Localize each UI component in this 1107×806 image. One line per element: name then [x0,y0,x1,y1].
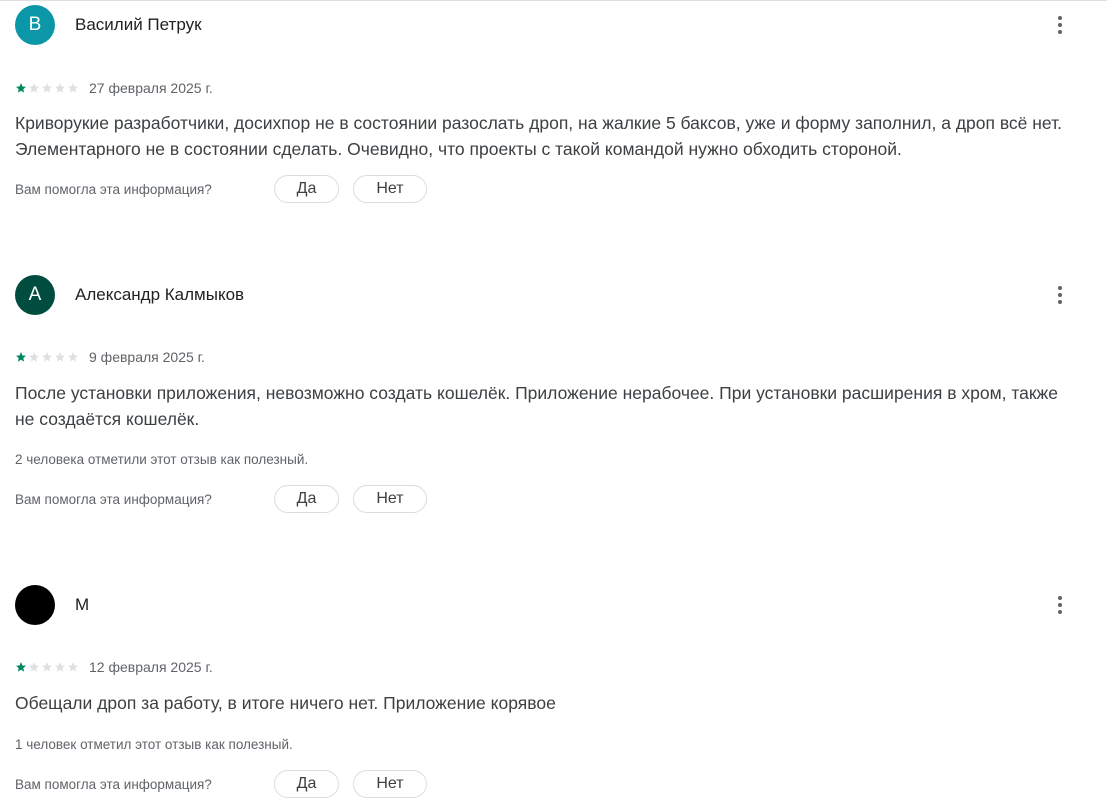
yes-button[interactable]: Да [274,485,339,513]
more-vert-icon [1058,596,1062,600]
avatar: В [15,5,55,45]
star-rating [15,351,79,363]
no-button[interactable]: Нет [353,485,427,513]
rating-row [15,80,213,96]
star-empty-icon [28,82,40,94]
review-text: Обещали дроп за работу, в итоге ничего нет. Приложение корявое [15,693,556,713]
more-options-button[interactable] [1047,10,1073,40]
yes-button[interactable]: Да [274,175,339,203]
no-button[interactable]: Нет [353,770,427,798]
no-button[interactable]: Нет [353,175,427,203]
helpful-question: Вам помогла эта информация? [15,776,212,792]
helpful-row [15,769,427,799]
star-empty-icon [41,661,53,673]
star-empty-icon [54,82,66,94]
star-empty-icon [67,351,79,363]
rating-row [15,659,213,675]
more-options-button[interactable] [1047,280,1073,310]
review-text: После установки приложения, невозможно создать кошелёк. Приложение нерабочее. При установки расширения в хром, также не создаётся кошелёк. [15,383,1058,429]
helpful-count: 2 человека отметили этот отзыв как полезный. [15,452,309,467]
star-rating [15,82,79,94]
star-filled-icon [15,661,27,673]
star-empty-icon [54,661,66,673]
author-name: Александр Калмыков [75,285,245,304]
review-date: 27 февраля 2025 г. [89,80,213,96]
review-text: Криворукие разработчики, досихпор не в состоянии разослать дроп, на жалкие 5 баксов, уже и форму заполнил, а дроп всё нет. Элементарного не в состоянии сделать. Очевидно, что проекты с такой командой нужно обходить стороной. [15,113,1063,159]
star-empty-icon [54,351,66,363]
star-empty-icon [41,351,53,363]
star-empty-icon [67,661,79,673]
avatar: А [15,275,55,315]
star-filled-icon [15,82,27,94]
avatar [15,585,55,625]
author-name: М [75,595,90,614]
star-filled-icon [15,351,27,363]
helpful-count: 1 человек отметил этот отзыв как полезный. [15,737,293,752]
star-empty-icon [28,661,40,673]
more-vert-icon [1058,286,1062,290]
helpful-question: Вам помогла эта информация? [15,181,212,197]
review-date: 12 февраля 2025 г. [89,659,213,675]
star-empty-icon [67,82,79,94]
more-vert-icon [1058,16,1062,20]
helpful-question: Вам помогла эта информация? [15,491,212,507]
helpful-row [15,174,427,204]
star-rating [15,661,79,673]
author-name: Василий Петрук [75,15,202,34]
star-empty-icon [28,351,40,363]
helpful-row [15,484,427,514]
more-options-button[interactable] [1047,590,1073,620]
star-empty-icon [41,82,53,94]
rating-row [15,349,205,365]
review-date: 9 февраля 2025 г. [89,349,205,365]
yes-button[interactable]: Да [274,770,339,798]
